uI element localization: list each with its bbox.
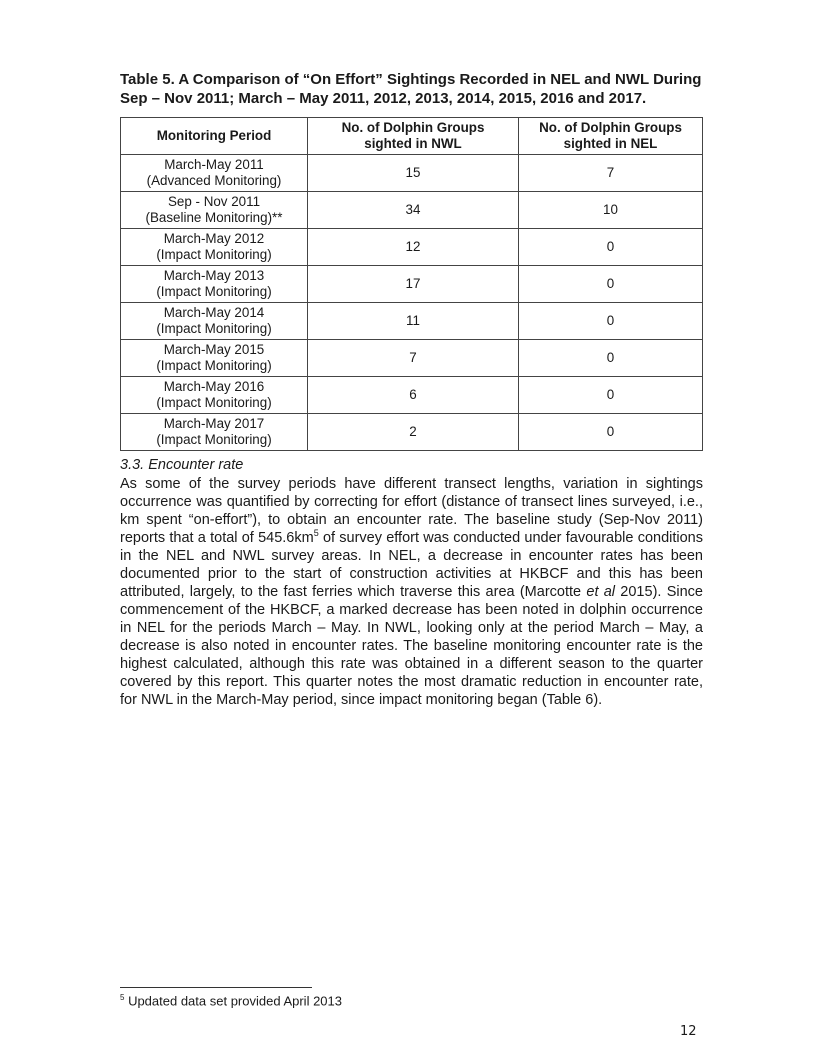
table-row	[121, 377, 703, 414]
period-label: March-May 2016	[163, 379, 265, 394]
cell-nel: 10	[519, 192, 703, 229]
monitoring-type: (Impact Monitoring)	[156, 432, 272, 447]
table-row	[121, 266, 703, 303]
period-label: March-May 2014	[163, 305, 265, 320]
header-monitoring-period: Monitoring Period	[121, 118, 308, 155]
header-nel-line-1: No. of Dolphin Groups	[539, 120, 682, 135]
cell-period	[121, 155, 308, 192]
table-row	[121, 155, 703, 192]
footnote-reference: 5	[313, 528, 319, 539]
cell-nwl: 12	[308, 229, 519, 266]
citation-et-al: et al	[586, 584, 616, 600]
cell-period	[121, 303, 308, 340]
period-label: March-May 2011	[164, 157, 264, 172]
paragraph-text-1: As some of the survey periods have different transect lengths, variation in sightings occurrence was quantified by correcting for effort (distance of transect lines surveyed, i.e., km spent “on-effort”), to obtain an encounter rate. The baseline study (Sep-Nov 2011) reports that a total of 545.6km	[120, 476, 703, 546]
header-nwl-groups	[308, 118, 519, 155]
cell-nwl: 17	[308, 266, 519, 303]
monitoring-type: (Advanced Monitoring)	[146, 173, 282, 188]
cell-period	[121, 377, 308, 414]
header-nwl-line-2: sighted in NWL	[364, 136, 462, 151]
cell-period	[121, 266, 308, 303]
monitoring-type: (Impact Monitoring)	[156, 358, 272, 373]
table-row	[121, 229, 703, 266]
cell-period	[121, 192, 308, 229]
footnote	[120, 993, 342, 1008]
footnote-divider	[120, 987, 312, 988]
cell-nwl: 6	[308, 377, 519, 414]
cell-nwl: 34	[308, 192, 519, 229]
caption-line-2: Sep – Nov 2011; March – May 2011, 2012, 2013, 2014, 2015, 2016 and 2017.	[120, 90, 647, 107]
paragraph-text-2: of survey effort was conducted under favourable conditions in the NEL and NWL survey areas. In NEL, a decrease in encounter rates has been documented prior to the start of construction activities at HKBCF and this has been attributed, largely, to the fast ferries which traverse this area (Marcotte	[120, 530, 703, 600]
period-label: Sep - Nov 2011	[167, 194, 261, 209]
monitoring-type: (Impact Monitoring)	[156, 321, 272, 336]
footnote-number: 5	[120, 993, 125, 1002]
table-row	[121, 340, 703, 377]
caption-line-1: Table 5. A Comparison of “On Effort” Sightings Recorded in NEL and NWL During	[120, 71, 702, 88]
page-number: 12	[680, 1024, 697, 1039]
cell-nwl: 7	[308, 340, 519, 377]
cell-nel: 0	[519, 340, 703, 377]
cell-nel: 0	[519, 414, 703, 451]
monitoring-type: (Baseline Monitoring)**	[145, 210, 283, 225]
section-heading: 3.3. Encounter rate	[120, 457, 244, 473]
cell-nel: 0	[519, 377, 703, 414]
cell-period	[121, 229, 308, 266]
header-nel-line-2: sighted in NEL	[563, 136, 658, 151]
cell-nwl: 15	[308, 155, 519, 192]
table-row	[121, 303, 703, 340]
header-nwl-line-1: No. of Dolphin Groups	[341, 120, 485, 135]
paragraph-text-3: 2015). Since commencement of the HKBCF, a marked decrease has been noted in dolphin occurrence in NEL for the periods March – May. In NWL, looking only at the period March – May, a decrease is also noted in encounter rates. The baseline monitoring encounter rate is the highest calculated, although this rate was obtained in a different season to the quarter covered by this report. This quarter notes the most dramatic reduction in encounter rate, for NWL in the March-May period, since impact monitoring began (Table 6).	[120, 584, 703, 708]
sightings-table	[120, 117, 703, 451]
monitoring-type: (Impact Monitoring)	[156, 395, 272, 410]
footnote-text: Updated data set provided April 2013	[124, 993, 342, 1009]
monitoring-type: (Impact Monitoring)	[156, 247, 272, 262]
monitoring-type: (Impact Monitoring)	[156, 284, 272, 299]
period-label: March-May 2013	[163, 268, 265, 283]
header-nel-groups	[519, 118, 703, 155]
cell-nel: 7	[519, 155, 703, 192]
cell-nel: 0	[519, 303, 703, 340]
period-label: March-May 2012	[163, 231, 265, 246]
cell-nwl: 2	[308, 414, 519, 451]
cell-nwl: 11	[308, 303, 519, 340]
period-label: March-May 2017	[163, 416, 265, 431]
table-header-row	[121, 118, 703, 155]
cell-period	[121, 414, 308, 451]
table-row	[121, 192, 703, 229]
table-row	[121, 414, 703, 451]
cell-nel: 0	[519, 229, 703, 266]
body-paragraph	[120, 475, 703, 709]
cell-nel: 0	[519, 266, 703, 303]
period-label: March-May 2015	[163, 342, 265, 357]
table-caption	[120, 70, 710, 108]
cell-period	[121, 340, 308, 377]
